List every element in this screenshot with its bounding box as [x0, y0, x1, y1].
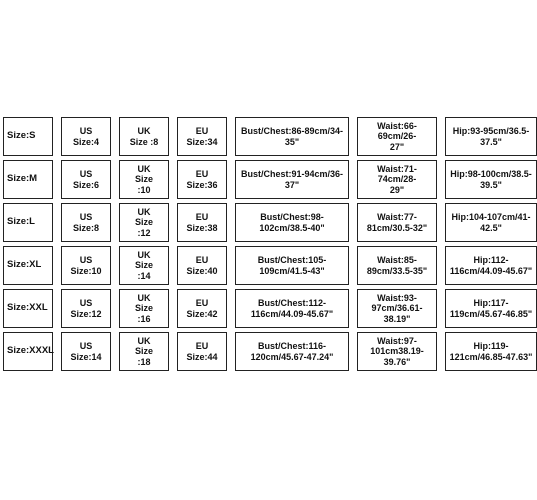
- size-chart-cell-eu-size: EU Size:42: [177, 289, 227, 328]
- size-chart-cell-us-size: US Size:14: [61, 332, 111, 371]
- size-chart-cell-size-label: Size:XXL: [3, 289, 53, 328]
- size-chart-cell-uk-size: UK Size :14: [119, 246, 169, 285]
- size-chart-cell-waist: Waist:93- 97cm/36.61-38.19": [357, 289, 437, 328]
- size-chart-cell-eu-size: EU Size:36: [177, 160, 227, 199]
- size-chart-cell-us-size: US Size:6: [61, 160, 111, 199]
- size-chart-cell-size-label: Size:M: [3, 160, 53, 199]
- size-chart-cell-waist: Waist:71-74cm/28- 29": [357, 160, 437, 199]
- size-chart-cell-uk-size: UK Size :16: [119, 289, 169, 328]
- size-chart-cell-hip: Hip:112- 116cm/44.09-45.67": [445, 246, 537, 285]
- size-chart-cell-waist: Waist:97- 101cm38.19-39.76": [357, 332, 437, 371]
- size-chart-cell-bust-chest: Bust/Chest:86-89cm/34- 35": [235, 117, 349, 156]
- size-chart-cell-us-size: US Size:12: [61, 289, 111, 328]
- size-chart-cell-eu-size: EU Size:34: [177, 117, 227, 156]
- size-chart-cell-waist: Waist:85- 89cm/33.5-35": [357, 246, 437, 285]
- size-chart-cell-uk-size: UK Size :12: [119, 203, 169, 242]
- size-chart-cell-us-size: US Size:8: [61, 203, 111, 242]
- size-chart-cell-bust-chest: Bust/Chest:105- 109cm/41.5-43": [235, 246, 349, 285]
- size-chart-cell-eu-size: EU Size:44: [177, 332, 227, 371]
- size-chart-cell-hip: Hip:117- 119cm/45.67-46.85": [445, 289, 537, 328]
- size-chart-cell-uk-size: UK Size :18: [119, 332, 169, 371]
- size-chart-cell-hip: Hip:93-95cm/36.5- 37.5": [445, 117, 537, 156]
- size-chart-cell-size-label: Size:S: [3, 117, 53, 156]
- size-chart-cell-bust-chest: Bust/Chest:112- 116cm/44.09-45.67": [235, 289, 349, 328]
- size-chart-cell-hip: Hip:98-100cm/38.5- 39.5": [445, 160, 537, 199]
- size-chart-cell-size-label: Size:XXXL: [3, 332, 53, 371]
- size-chart-cell-bust-chest: Bust/Chest:98- 102cm/38.5-40": [235, 203, 349, 242]
- size-chart-cell-hip: Hip:104-107cm/41- 42.5": [445, 203, 537, 242]
- size-chart-cell-eu-size: EU Size:38: [177, 203, 227, 242]
- size-chart-cell-size-label: Size:XL: [3, 246, 53, 285]
- size-chart-cell-hip: Hip:119- 121cm/46.85-47.63": [445, 332, 537, 371]
- size-chart-cell-size-label: Size:L: [3, 203, 53, 242]
- size-chart-cell-bust-chest: Bust/Chest:91-94cm/36- 37": [235, 160, 349, 199]
- size-chart-cell-eu-size: EU Size:40: [177, 246, 227, 285]
- size-chart-cell-waist: Waist:66-69cm/26- 27": [357, 117, 437, 156]
- size-chart-cell-us-size: US Size:10: [61, 246, 111, 285]
- size-chart-cell-uk-size: UK Size :8: [119, 117, 169, 156]
- size-chart-cell-uk-size: UK Size :10: [119, 160, 169, 199]
- size-chart-table: [3, 117, 533, 371]
- size-chart-cell-waist: Waist:77- 81cm/30.5-32": [357, 203, 437, 242]
- size-chart-cell-bust-chest: Bust/Chest:116- 120cm/45.67-47.24": [235, 332, 349, 371]
- size-chart-cell-us-size: US Size:4: [61, 117, 111, 156]
